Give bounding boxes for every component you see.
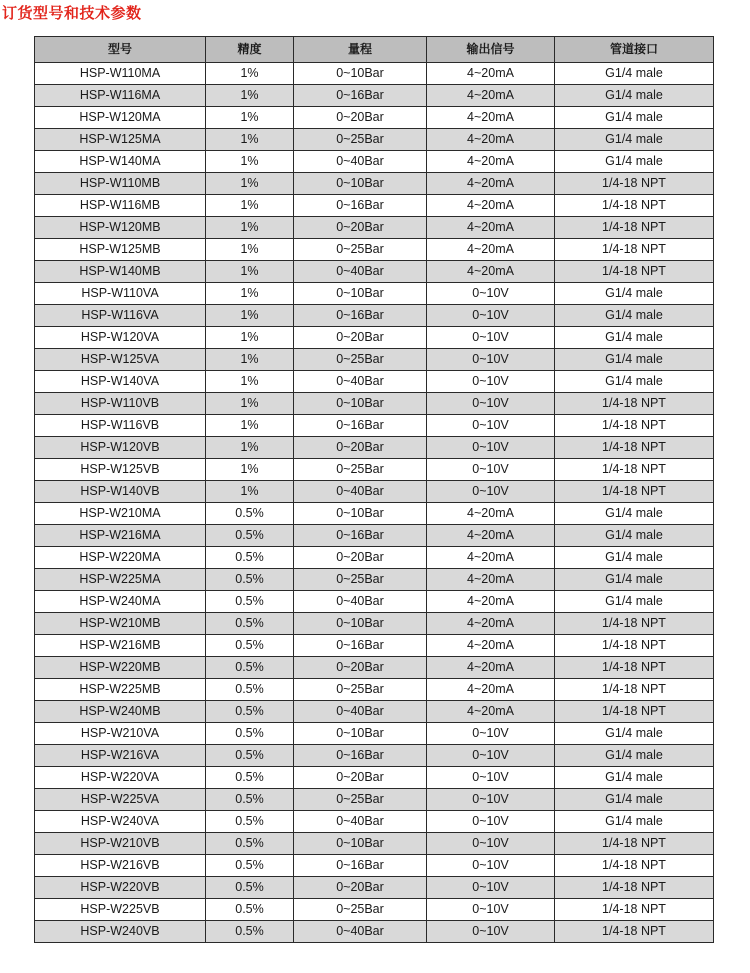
- cell-range: 0~25Bar: [294, 569, 427, 591]
- cell-output: 0~10V: [427, 745, 555, 767]
- cell-port: 1/4-18 NPT: [555, 217, 714, 239]
- cell-accuracy: 1%: [206, 437, 294, 459]
- cell-accuracy: 1%: [206, 371, 294, 393]
- cell-output: 4~20mA: [427, 701, 555, 723]
- cell-model: HSP-W110VA: [35, 283, 206, 305]
- cell-accuracy: 1%: [206, 129, 294, 151]
- cell-range: 0~20Bar: [294, 547, 427, 569]
- table-row: [35, 833, 714, 855]
- cell-model: HSP-W140MA: [35, 151, 206, 173]
- cell-model: HSP-W125VA: [35, 349, 206, 371]
- cell-port: 1/4-18 NPT: [555, 899, 714, 921]
- cell-accuracy: 0.5%: [206, 899, 294, 921]
- table-row: [35, 415, 714, 437]
- cell-range: 0~20Bar: [294, 327, 427, 349]
- table-row: [35, 217, 714, 239]
- cell-range: 0~16Bar: [294, 635, 427, 657]
- header-accuracy: 精度: [206, 37, 294, 63]
- cell-range: 0~25Bar: [294, 899, 427, 921]
- table-row: [35, 767, 714, 789]
- cell-range: 0~10Bar: [294, 503, 427, 525]
- cell-port: 1/4-18 NPT: [555, 833, 714, 855]
- cell-model: HSP-W116VB: [35, 415, 206, 437]
- cell-range: 0~20Bar: [294, 877, 427, 899]
- cell-port: G1/4 male: [555, 305, 714, 327]
- cell-range: 0~10Bar: [294, 833, 427, 855]
- cell-range: 0~16Bar: [294, 745, 427, 767]
- table-row: [35, 547, 714, 569]
- cell-model: HSP-W240VA: [35, 811, 206, 833]
- cell-model: HSP-W220VB: [35, 877, 206, 899]
- table-row: [35, 283, 714, 305]
- cell-range: 0~25Bar: [294, 129, 427, 151]
- spec-table: [34, 36, 714, 943]
- cell-port: G1/4 male: [555, 767, 714, 789]
- cell-port: 1/4-18 NPT: [555, 173, 714, 195]
- cell-accuracy: 1%: [206, 305, 294, 327]
- cell-output: 0~10V: [427, 811, 555, 833]
- cell-port: G1/4 male: [555, 789, 714, 811]
- cell-model: HSP-W240MA: [35, 591, 206, 613]
- cell-range: 0~40Bar: [294, 811, 427, 833]
- table-row: [35, 63, 714, 85]
- table-row: [35, 745, 714, 767]
- cell-accuracy: 0.5%: [206, 503, 294, 525]
- cell-model: HSP-W120VA: [35, 327, 206, 349]
- cell-accuracy: 1%: [206, 261, 294, 283]
- cell-range: 0~16Bar: [294, 525, 427, 547]
- cell-model: HSP-W220MA: [35, 547, 206, 569]
- cell-range: 0~10Bar: [294, 283, 427, 305]
- cell-accuracy: 1%: [206, 195, 294, 217]
- cell-model: HSP-W110MB: [35, 173, 206, 195]
- cell-model: HSP-W116MB: [35, 195, 206, 217]
- cell-port: 1/4-18 NPT: [555, 261, 714, 283]
- cell-model: HSP-W240MB: [35, 701, 206, 723]
- cell-output: 0~10V: [427, 459, 555, 481]
- cell-output: 4~20mA: [427, 679, 555, 701]
- table-row: [35, 327, 714, 349]
- table-row: [35, 459, 714, 481]
- cell-accuracy: 0.5%: [206, 613, 294, 635]
- cell-range: 0~40Bar: [294, 371, 427, 393]
- cell-range: 0~40Bar: [294, 921, 427, 943]
- cell-range: 0~10Bar: [294, 63, 427, 85]
- table-row: [35, 855, 714, 877]
- cell-output: 4~20mA: [427, 173, 555, 195]
- cell-range: 0~10Bar: [294, 613, 427, 635]
- cell-accuracy: 1%: [206, 239, 294, 261]
- cell-model: HSP-W240VB: [35, 921, 206, 943]
- cell-output: 0~10V: [427, 327, 555, 349]
- cell-accuracy: 0.5%: [206, 679, 294, 701]
- table-row: [35, 723, 714, 745]
- cell-port: G1/4 male: [555, 107, 714, 129]
- cell-range: 0~40Bar: [294, 701, 427, 723]
- table-header-row: [35, 37, 714, 63]
- cell-output: 4~20mA: [427, 151, 555, 173]
- cell-range: 0~16Bar: [294, 305, 427, 327]
- cell-port: 1/4-18 NPT: [555, 437, 714, 459]
- cell-output: 0~10V: [427, 921, 555, 943]
- table-row: [35, 679, 714, 701]
- table-body: [35, 63, 714, 943]
- cell-accuracy: 1%: [206, 85, 294, 107]
- cell-output: 0~10V: [427, 767, 555, 789]
- table-row: [35, 129, 714, 151]
- cell-port: 1/4-18 NPT: [555, 415, 714, 437]
- header-range: 量程: [294, 37, 427, 63]
- cell-range: 0~25Bar: [294, 239, 427, 261]
- cell-model: HSP-W210MB: [35, 613, 206, 635]
- cell-accuracy: 1%: [206, 481, 294, 503]
- header-model: 型号: [35, 37, 206, 63]
- cell-accuracy: 0.5%: [206, 833, 294, 855]
- cell-output: 0~10V: [427, 899, 555, 921]
- cell-accuracy: 1%: [206, 63, 294, 85]
- cell-accuracy: 0.5%: [206, 811, 294, 833]
- cell-accuracy: 1%: [206, 349, 294, 371]
- cell-port: G1/4 male: [555, 547, 714, 569]
- cell-range: 0~20Bar: [294, 767, 427, 789]
- table-row: [35, 481, 714, 503]
- table-row: [35, 371, 714, 393]
- table-row: [35, 85, 714, 107]
- cell-accuracy: 1%: [206, 173, 294, 195]
- cell-output: 4~20mA: [427, 547, 555, 569]
- cell-model: HSP-W216VB: [35, 855, 206, 877]
- cell-model: HSP-W216MA: [35, 525, 206, 547]
- cell-model: HSP-W125MA: [35, 129, 206, 151]
- page-title: 订货型号和技术参数: [2, 4, 142, 22]
- table-row: [35, 613, 714, 635]
- table-row: [35, 591, 714, 613]
- cell-accuracy: 0.5%: [206, 855, 294, 877]
- cell-output: 0~10V: [427, 371, 555, 393]
- cell-model: HSP-W116VA: [35, 305, 206, 327]
- table-row: [35, 349, 714, 371]
- table-row: [35, 921, 714, 943]
- cell-model: HSP-W216MB: [35, 635, 206, 657]
- cell-port: G1/4 male: [555, 503, 714, 525]
- cell-output: 0~10V: [427, 283, 555, 305]
- cell-model: HSP-W120VB: [35, 437, 206, 459]
- cell-output: 0~10V: [427, 349, 555, 371]
- cell-port: 1/4-18 NPT: [555, 921, 714, 943]
- table-row: [35, 525, 714, 547]
- cell-accuracy: 0.5%: [206, 767, 294, 789]
- cell-port: G1/4 male: [555, 811, 714, 833]
- cell-range: 0~20Bar: [294, 217, 427, 239]
- cell-output: 0~10V: [427, 481, 555, 503]
- cell-range: 0~16Bar: [294, 85, 427, 107]
- cell-accuracy: 0.5%: [206, 657, 294, 679]
- table-row: [35, 635, 714, 657]
- cell-port: 1/4-18 NPT: [555, 679, 714, 701]
- cell-port: G1/4 male: [555, 63, 714, 85]
- cell-model: HSP-W225VA: [35, 789, 206, 811]
- cell-accuracy: 0.5%: [206, 591, 294, 613]
- cell-output: 4~20mA: [427, 635, 555, 657]
- cell-port: G1/4 male: [555, 129, 714, 151]
- cell-output: 4~20mA: [427, 195, 555, 217]
- cell-port: G1/4 male: [555, 723, 714, 745]
- cell-port: 1/4-18 NPT: [555, 657, 714, 679]
- cell-accuracy: 0.5%: [206, 723, 294, 745]
- cell-range: 0~25Bar: [294, 789, 427, 811]
- cell-output: 4~20mA: [427, 569, 555, 591]
- cell-output: 4~20mA: [427, 107, 555, 129]
- cell-port: 1/4-18 NPT: [555, 701, 714, 723]
- cell-port: 1/4-18 NPT: [555, 239, 714, 261]
- cell-port: G1/4 male: [555, 525, 714, 547]
- table-row: [35, 569, 714, 591]
- cell-accuracy: 1%: [206, 327, 294, 349]
- table-row: [35, 239, 714, 261]
- cell-model: HSP-W210MA: [35, 503, 206, 525]
- cell-output: 0~10V: [427, 723, 555, 745]
- cell-model: HSP-W216VA: [35, 745, 206, 767]
- cell-port: G1/4 male: [555, 569, 714, 591]
- cell-output: 4~20mA: [427, 657, 555, 679]
- cell-model: HSP-W210VB: [35, 833, 206, 855]
- cell-output: 0~10V: [427, 789, 555, 811]
- cell-port: G1/4 male: [555, 85, 714, 107]
- cell-port: G1/4 male: [555, 745, 714, 767]
- table-row: [35, 789, 714, 811]
- cell-accuracy: 0.5%: [206, 525, 294, 547]
- cell-range: 0~16Bar: [294, 195, 427, 217]
- cell-port: 1/4-18 NPT: [555, 635, 714, 657]
- cell-model: HSP-W116MA: [35, 85, 206, 107]
- cell-output: 4~20mA: [427, 63, 555, 85]
- cell-accuracy: 0.5%: [206, 569, 294, 591]
- table-row: [35, 173, 714, 195]
- table-row: [35, 701, 714, 723]
- cell-accuracy: 0.5%: [206, 921, 294, 943]
- cell-port: G1/4 male: [555, 151, 714, 173]
- cell-range: 0~40Bar: [294, 151, 427, 173]
- cell-accuracy: 0.5%: [206, 877, 294, 899]
- cell-output: 4~20mA: [427, 613, 555, 635]
- cell-range: 0~10Bar: [294, 723, 427, 745]
- cell-accuracy: 0.5%: [206, 789, 294, 811]
- cell-accuracy: 0.5%: [206, 701, 294, 723]
- cell-port: 1/4-18 NPT: [555, 195, 714, 217]
- cell-port: G1/4 male: [555, 283, 714, 305]
- table-row: [35, 811, 714, 833]
- cell-model: HSP-W125VB: [35, 459, 206, 481]
- cell-accuracy: 0.5%: [206, 547, 294, 569]
- cell-output: 0~10V: [427, 393, 555, 415]
- cell-output: 4~20mA: [427, 239, 555, 261]
- cell-output: 0~10V: [427, 415, 555, 437]
- cell-port: 1/4-18 NPT: [555, 459, 714, 481]
- table-row: [35, 899, 714, 921]
- cell-range: 0~20Bar: [294, 107, 427, 129]
- header-port: 管道接口: [555, 37, 714, 63]
- table-row: [35, 393, 714, 415]
- cell-model: HSP-W140MB: [35, 261, 206, 283]
- cell-model: HSP-W110MA: [35, 63, 206, 85]
- cell-model: HSP-W140VB: [35, 481, 206, 503]
- cell-output: 4~20mA: [427, 261, 555, 283]
- cell-range: 0~20Bar: [294, 437, 427, 459]
- cell-output: 4~20mA: [427, 217, 555, 239]
- cell-model: HSP-W120MA: [35, 107, 206, 129]
- cell-accuracy: 0.5%: [206, 635, 294, 657]
- cell-range: 0~40Bar: [294, 261, 427, 283]
- cell-range: 0~25Bar: [294, 349, 427, 371]
- cell-range: 0~25Bar: [294, 459, 427, 481]
- cell-accuracy: 1%: [206, 217, 294, 239]
- cell-accuracy: 1%: [206, 459, 294, 481]
- table-row: [35, 261, 714, 283]
- cell-output: 0~10V: [427, 437, 555, 459]
- cell-accuracy: 1%: [206, 415, 294, 437]
- table-row: [35, 107, 714, 129]
- cell-range: 0~10Bar: [294, 393, 427, 415]
- cell-port: G1/4 male: [555, 371, 714, 393]
- cell-range: 0~16Bar: [294, 415, 427, 437]
- cell-output: 4~20mA: [427, 591, 555, 613]
- cell-port: 1/4-18 NPT: [555, 481, 714, 503]
- cell-port: G1/4 male: [555, 591, 714, 613]
- cell-model: HSP-W125MB: [35, 239, 206, 261]
- cell-output: 0~10V: [427, 833, 555, 855]
- cell-accuracy: 1%: [206, 393, 294, 415]
- cell-accuracy: 0.5%: [206, 745, 294, 767]
- cell-port: 1/4-18 NPT: [555, 613, 714, 635]
- cell-model: HSP-W210VA: [35, 723, 206, 745]
- table-row: [35, 195, 714, 217]
- cell-model: HSP-W220VA: [35, 767, 206, 789]
- cell-output: 4~20mA: [427, 129, 555, 151]
- cell-accuracy: 1%: [206, 283, 294, 305]
- cell-range: 0~40Bar: [294, 591, 427, 613]
- table-row: [35, 657, 714, 679]
- cell-output: 0~10V: [427, 877, 555, 899]
- cell-output: 4~20mA: [427, 525, 555, 547]
- table-row: [35, 503, 714, 525]
- cell-model: HSP-W220MB: [35, 657, 206, 679]
- cell-range: 0~16Bar: [294, 855, 427, 877]
- cell-accuracy: 1%: [206, 107, 294, 129]
- table-row: [35, 151, 714, 173]
- table-row: [35, 877, 714, 899]
- cell-output: 4~20mA: [427, 503, 555, 525]
- header-output: 输出信号: [427, 37, 555, 63]
- cell-range: 0~10Bar: [294, 173, 427, 195]
- cell-model: HSP-W225VB: [35, 899, 206, 921]
- cell-model: HSP-W110VB: [35, 393, 206, 415]
- cell-port: 1/4-18 NPT: [555, 393, 714, 415]
- cell-output: 0~10V: [427, 855, 555, 877]
- cell-model: HSP-W225MA: [35, 569, 206, 591]
- cell-range: 0~25Bar: [294, 679, 427, 701]
- cell-range: 0~40Bar: [294, 481, 427, 503]
- cell-range: 0~20Bar: [294, 657, 427, 679]
- cell-port: G1/4 male: [555, 349, 714, 371]
- cell-port: 1/4-18 NPT: [555, 877, 714, 899]
- cell-model: HSP-W225MB: [35, 679, 206, 701]
- table-row: [35, 305, 714, 327]
- cell-output: 4~20mA: [427, 85, 555, 107]
- table-row: [35, 437, 714, 459]
- cell-output: 0~10V: [427, 305, 555, 327]
- cell-accuracy: 1%: [206, 151, 294, 173]
- cell-model: HSP-W120MB: [35, 217, 206, 239]
- cell-model: HSP-W140VA: [35, 371, 206, 393]
- cell-port: G1/4 male: [555, 327, 714, 349]
- cell-port: 1/4-18 NPT: [555, 855, 714, 877]
